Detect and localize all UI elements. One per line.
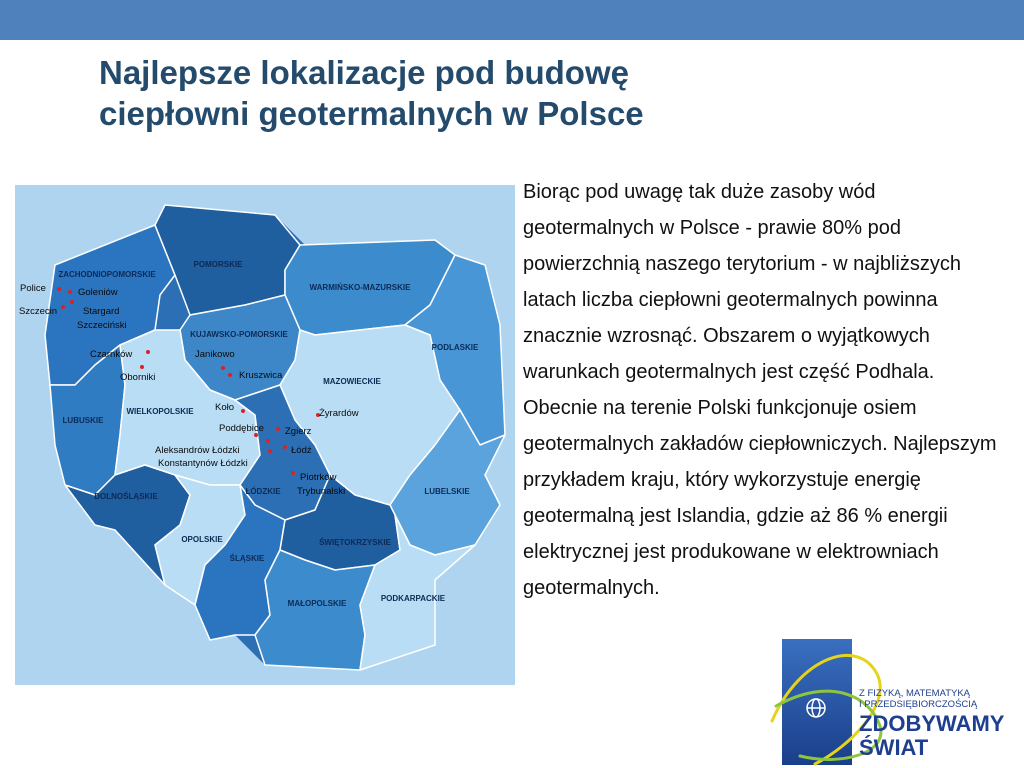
label-opolskie: OPOLSKIE — [181, 535, 223, 544]
label-swietokrzyskie: ŚWIĘTOKRZYSKIE — [319, 538, 391, 547]
city-marker-stargard — [70, 300, 74, 304]
city-marker-czarnkow — [146, 350, 150, 354]
zdobywamy-swiat-logo — [770, 636, 1024, 768]
city-label-szczecin: Szczecin — [19, 306, 58, 317]
city-label-oborniki: Oborniki — [120, 372, 156, 383]
city-marker-lodz — [283, 445, 287, 449]
city-label-stargard-szczecinski: Szczeciński — [77, 320, 127, 331]
logo-title-1: ZDOBYWAMY — [859, 711, 1005, 736]
label-kujawsko-pomorskie: KUJAWSKO-POMORSKIE — [190, 330, 288, 339]
city-label-aleksandrow: Aleksandrów Łódzki — [155, 445, 240, 456]
label-slaskie: ŚLĄSKIE — [229, 554, 265, 563]
city-label-zgierz: Zgierz — [285, 426, 312, 437]
city-marker-kolo — [241, 409, 245, 413]
city-label-konstantynow: Konstantynów Łódzki — [158, 458, 248, 469]
logo-title-2: ŚWIAT — [859, 735, 929, 760]
label-zachodniopomorskie: ZACHODNIOPOMORSKIE — [58, 270, 156, 279]
logo-tagline-2: I PRZEDSIĘBIORCZOŚCIĄ — [859, 699, 978, 710]
title-line-2: ciepłowni geotermalnych w Polsce — [99, 95, 644, 132]
city-label-kruszwica: Kruszwica — [239, 370, 283, 381]
city-marker-zgierz — [276, 427, 280, 431]
city-label-poddebice: Poddębice — [219, 423, 264, 434]
label-lubelskie: LUBELSKIE — [424, 487, 470, 496]
region-malopolskie — [255, 550, 375, 670]
city-marker-aleksandrow — [266, 439, 270, 443]
city-marker-oborniki — [140, 365, 144, 369]
label-wielkopolskie: WIELKOPOLSKIE — [126, 407, 194, 416]
label-lodzkie: ŁÓDZKIE — [245, 487, 281, 496]
label-dolnoslaskie: DOLNOŚLĄSKIE — [94, 492, 158, 501]
title-line-1: Najlepsze lokalizacje pod budowę — [99, 54, 629, 91]
city-label-lodz: Łódź — [291, 445, 312, 456]
label-podlaskie: PODLASKIE — [431, 343, 479, 352]
city-marker-goleniow — [68, 290, 72, 294]
city-label-zyrardow: Żyrardów — [319, 408, 359, 419]
label-malopolskie: MAŁOPOLSKIE — [287, 599, 347, 608]
city-label-police: Police — [20, 283, 46, 294]
city-marker-police — [57, 287, 61, 291]
city-marker-janikowo — [221, 366, 225, 370]
city-marker-szczecin — [61, 305, 65, 309]
city-marker-piotrkow — [291, 471, 295, 475]
slide-body-text: Biorąc pod uwagę tak duże zasoby wód geotermalnych w Polsce - prawie 80% pod powierzchnią naszego terytorium - w najbliższych latach liczba ciepłowni geotermalnych powinna znacznie wzrosnąć. Obszarem o wyjątkowych warunkach geotermalnych jest część Podhala. Obecnie na terenie Polski funkcjonuje osiem geotermalnych zakładów ciepłowniczych. Najlepszym przykładem kraju, który wykorzystuje energię geotermalną jest Islandia, gdzie aż 86 % energii elektrycznej jest produkowane w elektrowniach geotermalnych. — [523, 181, 997, 599]
city-marker-kruszwica — [228, 373, 232, 377]
city-label-janikowo: Janikowo — [195, 349, 235, 360]
city-label-goleniow: Goleniów — [78, 287, 118, 298]
slide-title — [99, 52, 799, 134]
label-podkarpackie: PODKARPACKIE — [380, 594, 446, 603]
city-label-czarnkow: Czarnków — [90, 349, 133, 360]
label-pomorskie: POMORSKIE — [193, 260, 243, 269]
city-label-stargard: Stargard — [83, 306, 120, 317]
city-marker-konstantynow — [268, 449, 272, 453]
city-label-kolo: Koło — [215, 402, 235, 413]
city-label-piotrkow: Piotrków — [300, 472, 337, 483]
logo-tagline-1: Z FIZYKĄ, MATEMATYKĄ — [859, 688, 971, 699]
top-accent-bar — [0, 0, 1024, 40]
city-label-piotrkow-trybunalski: Trybunalski — [297, 486, 346, 497]
label-warminsko-mazurskie: WARMIŃSKO-MAZURSKIE — [309, 283, 411, 292]
label-lubuskie: LUBUSKIE — [62, 416, 104, 425]
label-mazowieckie: MAZOWIECKIE — [323, 377, 381, 386]
poland-geothermal-map — [15, 185, 515, 685]
